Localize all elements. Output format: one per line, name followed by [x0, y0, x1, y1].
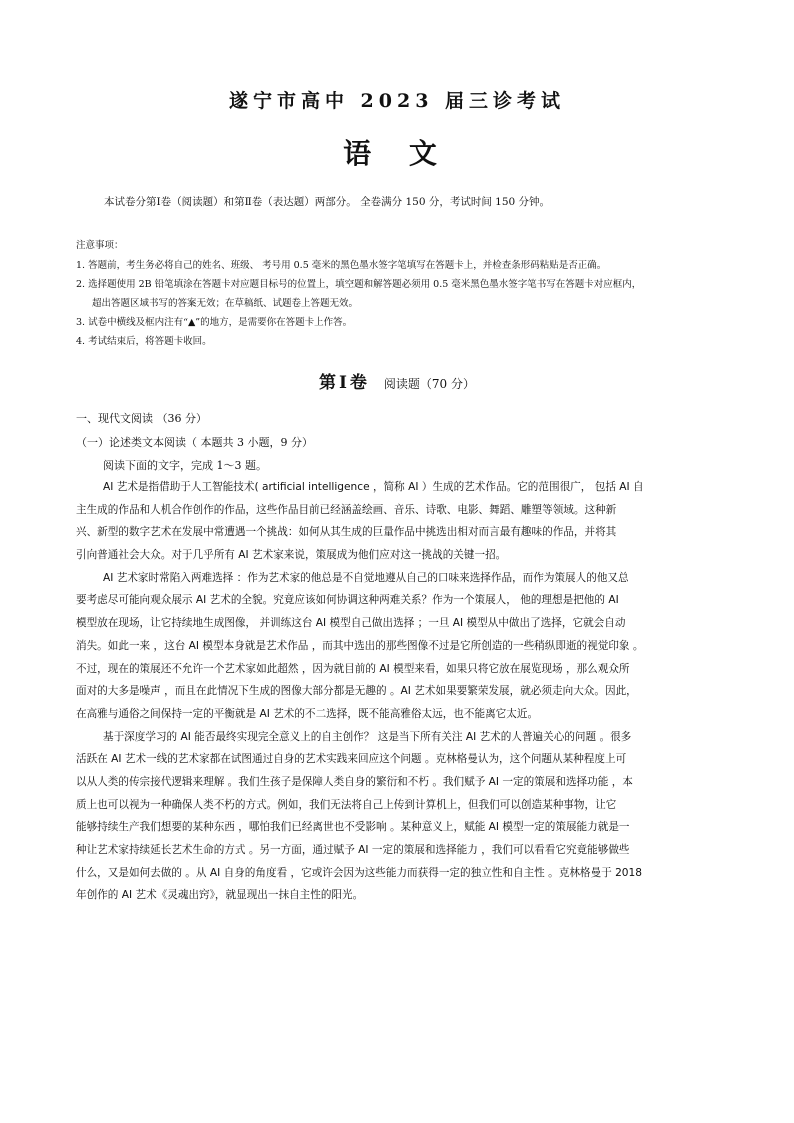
passage-line: 能够持续生产我们想要的某种东西 ，哪怕我们已经离世也不受影响 。某种意义上，赋能 AI 模型一定的策展能力就是一	[76, 821, 630, 834]
passage-line: 模型放在现场，让它持续地生成图像， 并训练这台 AI 模型自己做出选择 ；一旦 AI 模型从中做出了选择，它就会自动	[76, 617, 626, 630]
passage	[76, 476, 726, 907]
notice-item: 超出答题区域书写的答案无效；在草稿纸、试题卷上答题无效。	[92, 298, 359, 309]
passage-line: 年创作的 AI 艺术《灵魂出窍》，就显现出一抹自主性的阳光。	[76, 889, 364, 902]
passage-line: 主生成的作品和人机合作创作的作品，这些作品目前已经涵盖绘画、音乐、诗歌、电影、舞蹈、雕塑等领域。这种新	[76, 503, 617, 516]
passage-line: 不过，现在的策展还不允许一个艺术家如此超然 ，因为就目前的 AI 模型来看，如果只将它放在展览现场 ，那么观众所	[76, 662, 630, 675]
part-title: 阅读题（70 分）	[383, 377, 476, 391]
passage-line: 兴、新型的数字艺术在发展中常遭遇一个挑战：如何从其生成的巨量作品中挑选出相对而言最有趣味的作品，并将其	[76, 526, 617, 539]
passage-line: 要考虑尽可能向观众展示 AI 艺术的全貌。究竟应该如何协调这种两难关系？作为一个策展人， 他的理想是把他的 AI	[76, 594, 619, 607]
exam-intro: 本试卷分第Ⅰ卷（阅读题）和第Ⅱ卷（表达题）两部分。 全卷满分 150 分，考试时间 150 分钟。	[104, 196, 551, 208]
part-label: 第Ⅰ卷	[318, 373, 370, 393]
part-heading	[0, 368, 794, 393]
passage-line: 消失。如此一来 ，这台 AI 模型本身就是艺术作品 ，而其中选出的那些图像不过是它所创造的一些稍纵即逝的视觉印象 。	[76, 639, 644, 652]
passage-line: 在高雅与通俗之间保持一定的平衡就是 AI 艺术的不二选择，既不能高雅俗太远，也不能离它太近。	[76, 707, 539, 720]
exam-title: 遂宁市高中 2023 届三诊考试	[228, 90, 566, 112]
notice-item: 1. 答题前，考生务必将自己的姓名、班级、 考号用 0.5 毫米的黑色墨水签字笔填写在答题卡上，并检查条形码粘贴是否正确。	[76, 260, 607, 271]
section-heading: 一、现代文阅读 （36 分）	[76, 412, 207, 425]
passage-line: AI 艺术是指借助于人工智能技术( artificial intelligence ，简称 AI ）生成的艺术作品。它的范围很广， 包括 AI 自	[103, 481, 644, 493]
passage-line: 活跃在 AI 艺术一线的艺术家都在试图通过自身的艺术实践来回应这个问题 。克林格曼认为，这个问题从某种程度上可	[76, 753, 627, 766]
notice-block	[76, 236, 726, 351]
notice-item: 2. 选择题使用 2B 铅笔填涂在答题卡对应题目标号的位置上，填空题和解答题必须用 0.5 毫米黑色墨水签字笔书写在答题卡对应框内，	[76, 279, 642, 290]
subsection-heading: （一）论述类文本阅读（ 本题共 3 小题，9 分）	[76, 436, 313, 449]
passage-line: AI 艺术家时常陷入两难选择 ：作为艺术家的他总是不自觉地遵从自己的口味来选择作品，而作为策展人的他又总	[103, 571, 629, 584]
passage-line: 以从人类的传宗接代逻辑来理解 。我们生孩子是保障人类自身的繁衍和不朽 。我们赋予 AI 一定的策展和选择功能 ，本	[76, 775, 633, 788]
passage-line: 引向普通社会大众。对于几乎所有 AI 艺术家来说，策展成为他们应对这一挑战的关键一招。	[76, 549, 507, 562]
notice-item: 4. 考试结束后，将答题卡收回。	[76, 336, 212, 347]
subject-title: 语 文	[343, 137, 451, 170]
notice-title: 注意事项：	[76, 240, 124, 251]
notice-item: 3. 试卷中横线及框内注有“▲”的地方，是需要你在答题卡上作答。	[76, 317, 353, 328]
passage-line: 什么，又是如何去做的 。从 AI 自身的角度看 ，它或许会因为这些能力而获得一定的独立性和自主性 。克林格曼于 2018	[76, 866, 643, 879]
passage-line: 面对的大多是噪声 ，而且在此情况下生成的图像大部分都是无趣的 。AI 艺术如果要繁荣发展，就必须走向大众。因此，	[76, 685, 637, 698]
passage-line: 种让艺术家持续延长艺术生命的方式 。另一方面，通过赋予 AI 一定的策展和选择能力 ，我们可以看看它究竟能够做些	[76, 844, 630, 856]
passage-line: 基于深度学习的 AI 能否最终实现完全意义上的自主创作？ 这是当下所有关注 AI 艺术的人普遍关心的问题 。很多	[103, 730, 632, 743]
passage-line: 质上也可以视为一种确保人类不朽的方式。例如，我们无法将自己上传到计算机上，但我们可以创造某种事物，让它	[76, 798, 617, 811]
reading-instruction: 阅读下面的文字，完成 1～3 题。	[103, 459, 267, 472]
